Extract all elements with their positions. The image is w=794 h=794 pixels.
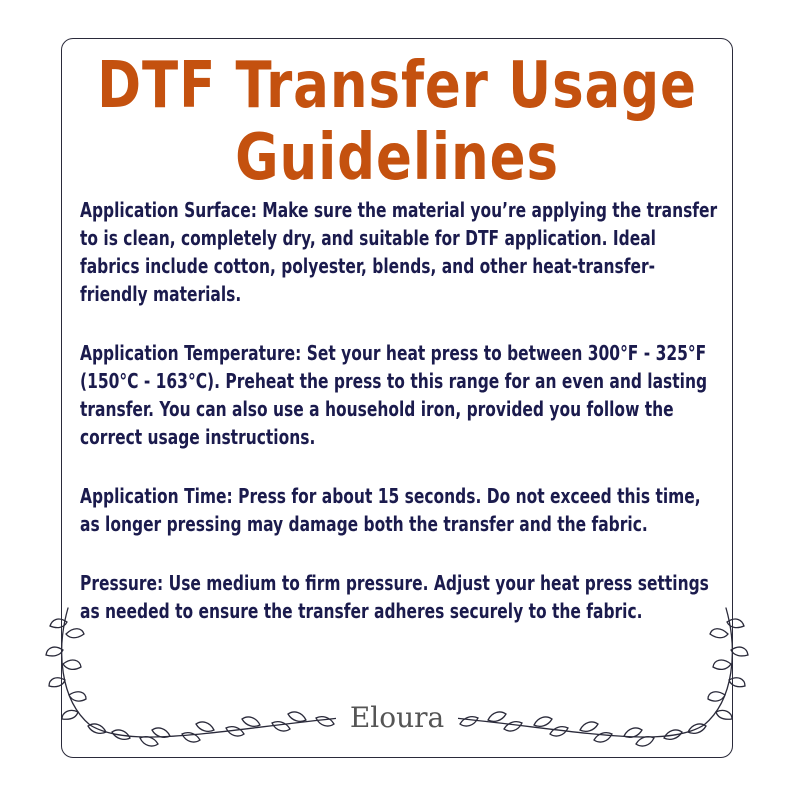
- section-text: Press for about 15 seconds. Do not exceed this time, as longer pressing may damage both the transfer and the fabric.: [80, 484, 701, 536]
- section-text: Make sure the material you’re applying the transfer to is clean, completely dry, and suitable for DTF application. Ideal fabrics include cotton, polyester, blends, and other heat-transfer-friendly materials.: [80, 198, 718, 306]
- section-pressure: [80, 569, 720, 625]
- section-label: Application Time:: [80, 484, 233, 508]
- title-line-2: Guidelines: [235, 121, 559, 195]
- section-text: Set your heat press to between 300°F - 325°F (150°C - 163°C). Preheat the press to this range for an even and lasting transfer. You can also use a household iron, provided you follow the correct usage instructions.: [80, 341, 708, 449]
- section-application-surface: [80, 196, 720, 308]
- section-application-time: [80, 482, 720, 538]
- page-title: [88, 50, 706, 194]
- brand-watermark: Eloura: [349, 701, 445, 734]
- section-text: Use medium to firm pressure. Adjust your heat press settings as needed to ensure the transfer adheres securely to the fabric.: [80, 571, 709, 623]
- section-label: Application Temperature:: [80, 341, 302, 365]
- section-label: Application Surface:: [80, 198, 257, 222]
- section-application-temperature: [80, 339, 720, 451]
- guidelines-body: [80, 196, 720, 656]
- section-label: Pressure:: [80, 571, 164, 595]
- title-line-1: DTF Transfer Usage: [97, 49, 697, 123]
